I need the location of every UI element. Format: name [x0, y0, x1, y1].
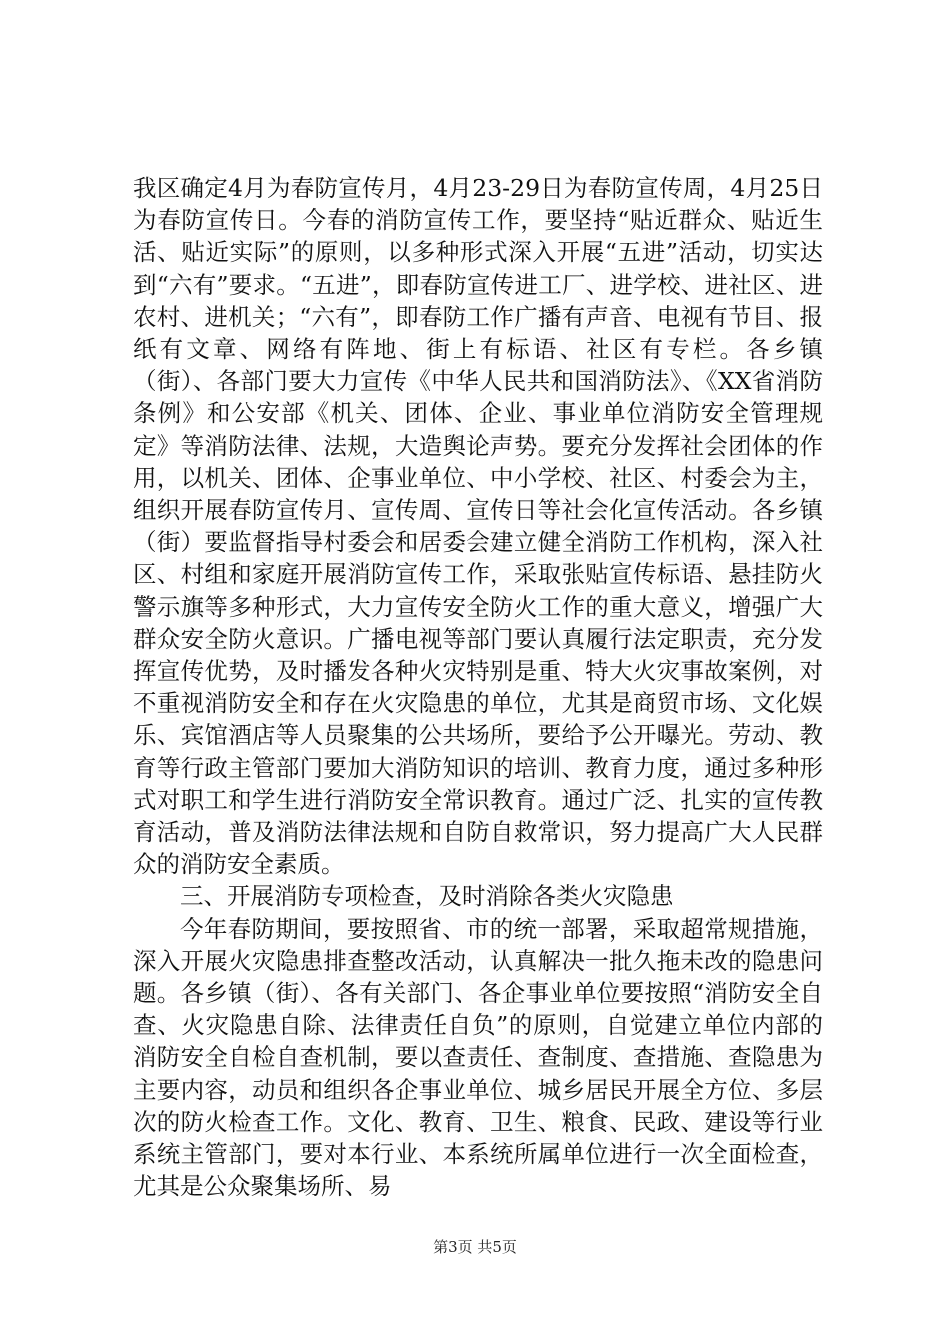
body-paragraph: 我区确定4月为春防宣传月，4月23-29日为春防宣传周，4月25日为春防宣传日。今春的消防宣传工作，要坚持“贴近群众、贴近生活、贴近实际”的原则，以多种形式深入开展“五进”活动，切实达到“六有”要求。“五进”，即春防宣传进工厂、进学校、进社区、进农村、进机关；“六有”，即春防工作广播有声音、电视有节目、报纸有文章、网络有阵地、街上有标语、社区有专栏。各乡镇（街）、各部门要大力宣传《中华人民共和国消防法》、《XX省消防条例》和公安部《机关、团体、企业、事业单位消防安全管理规定》等消防法律、法规，大造舆论声势。要充分发挥社会团体的作用，以机关、团体、企事业单位、中小学校、社区、村委会为主，组织开展春防宣传月、宣传周、宣传日等社会化宣传活动。各乡镇（街）要监督指导村委会和居委会建立健全消防工作机构，深入社区、村组和家庭开展消防宣传工作，采取张贴宣传标语、悬挂防火警示旗等多种形式，大力宣传安全防火工作的重大意义，增强广大群众安全防火意识。广播电视等部门要认真履行法定职责，充分发挥宣传优势，及时播发各种火灾特别是重、特大火灾事故案例，对不重视消防安全和存在火灾隐患的单位，尤其是商贸市场、文化娱乐、宾馆酒店等人员聚集的公共场所，要给予公开曝光。劳动、教育等行政主管部门要加大消防知识的培训、教育力度，通过多种形式对职工和学生进行消防安全常识教育。通过广泛、扎实的宣传教育活动，普及消防法律法规和自防自救常识，努力提高广大人民群众的消防安全素质。 — [133, 174, 823, 879]
page-number-footer: 第3页 共5页 — [433, 1238, 517, 1256]
body-paragraph: 今年春防期间，要按照省、市的统一部署，采取超常规措施，深入开展火灾隐患排查整改活动，认真解决一批久拖未改的隐患问题。各乡镇（街）、各有关部门、各企事业单位要按照“消防安全自查、火灾隐患自除、法律责任自负”的原则，自觉建立单位内部的消防安全自检自查机制，要以查责任、查制度、查措施、查隐患为主要内容，动员和组织各企事业单位、城乡居民开展全方位、多层次的防火检查工作。文化、教育、卫生、粮食、民政、建设等行业系统主管部门，要对本行业、本系统所属单位进行一次全面检查，尤其是公众聚集场所、易 — [133, 914, 823, 1201]
section-heading: 三、开展消防专项检查，及时消除各类火灾隐患 — [180, 882, 674, 911]
document-body — [133, 172, 823, 1203]
